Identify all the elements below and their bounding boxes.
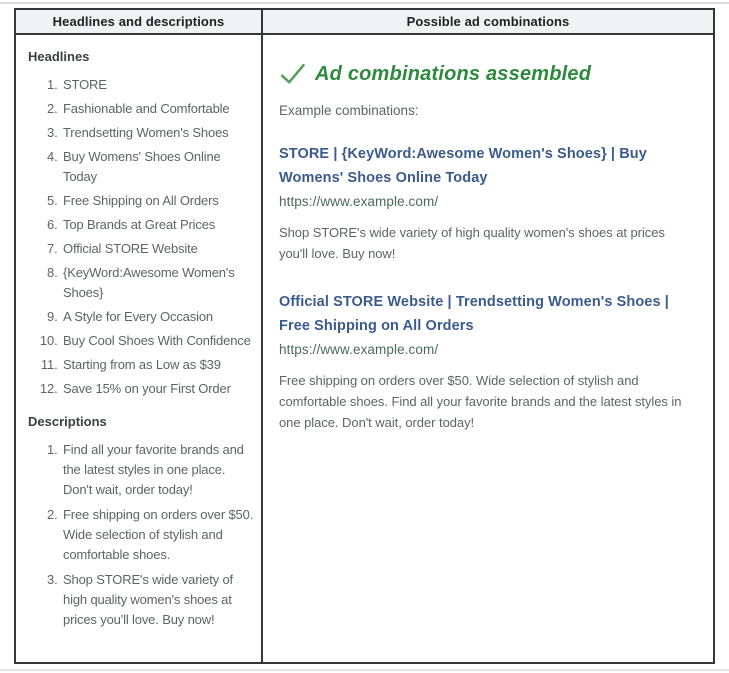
ad-preview xyxy=(279,290,697,433)
ad-title-line: Free Shipping on All Orders xyxy=(279,318,474,334)
ad-display-url: https://www.example.com/ xyxy=(279,342,439,357)
descriptions-section-title: Descriptions xyxy=(28,414,107,429)
description-item: 1. Find all your favorite brands and the latest styles in one place. Don't wait, order today! xyxy=(61,440,255,500)
table-body xyxy=(16,35,713,662)
ad-title xyxy=(279,142,697,190)
ad-title-line: Official STORE Website | Trendsetting Women's Shoes | xyxy=(279,294,669,310)
headlines-descriptions-cell xyxy=(16,35,263,662)
ad-display-url: https://www.example.com/ xyxy=(279,194,439,209)
headline-item: 9. A Style for Every Occasion xyxy=(61,307,255,327)
headlines-list xyxy=(28,75,255,399)
headline-item: 2. Fashionable and Comfortable xyxy=(61,99,255,119)
headline-item: 12. Save 15% on your First Order xyxy=(61,379,255,399)
headline-item: 1. STORE xyxy=(61,75,255,95)
page-top-divider xyxy=(0,2,729,4)
ad-preview xyxy=(279,142,697,264)
headline-item: 5. Free Shipping on All Orders xyxy=(61,191,255,211)
ad-title-line: Womens' Shoes Online Today xyxy=(279,170,488,186)
headline-item: 7. Official STORE Website xyxy=(61,239,255,259)
checkmark-icon xyxy=(279,62,306,86)
headline-item: 4. Buy Womens' Shoes Online Today xyxy=(61,147,255,187)
ad-title xyxy=(279,290,697,338)
ad-combinations-table xyxy=(14,8,715,664)
status-row xyxy=(279,62,697,86)
headlines-section-title: Headlines xyxy=(28,49,90,64)
headline-item: 10. Buy Cool Shoes With Confidence xyxy=(61,331,255,351)
ad-title-line: STORE | {KeyWord:Awesome Women's Shoes} | Buy xyxy=(279,146,647,162)
column-header-possible-ad-combinations: Possible ad combinations xyxy=(406,14,570,29)
ad-description: Free shipping on orders over $50. Wide selection of stylish and comfortable shoes. Find all your favorite brands and the latest styles in one place. Don't wait, order today! xyxy=(279,373,682,430)
column-header-headlines-descriptions: Headlines and descriptions xyxy=(16,10,263,33)
table-header-row xyxy=(16,10,713,35)
ad-combinations-cell xyxy=(263,35,713,662)
headline-item: 11. Starting from as Low as $39 xyxy=(61,355,255,375)
headline-item: 6. Top Brands at Great Prices xyxy=(61,215,255,235)
headline-item: 8. {KeyWord:Awesome Women's Shoes} xyxy=(61,263,255,303)
example-combinations-label: Example combinations: xyxy=(279,103,419,118)
description-item: 2. Free shipping on orders over $50. Wide selection of stylish and comfortable shoes. xyxy=(61,505,255,565)
ad-description: Shop STORE's wide variety of high quality women's shoes at prices you'll love. Buy now! xyxy=(279,225,665,261)
page-bottom-divider xyxy=(0,669,729,671)
description-item: 3. Shop STORE's wide variety of high quality women's shoes at prices you'll love. Buy now! xyxy=(61,570,255,630)
headline-item: 3. Trendsetting Women's Shoes xyxy=(61,123,255,143)
status-heading: Ad combinations assembled xyxy=(315,62,592,85)
descriptions-list xyxy=(28,440,255,630)
